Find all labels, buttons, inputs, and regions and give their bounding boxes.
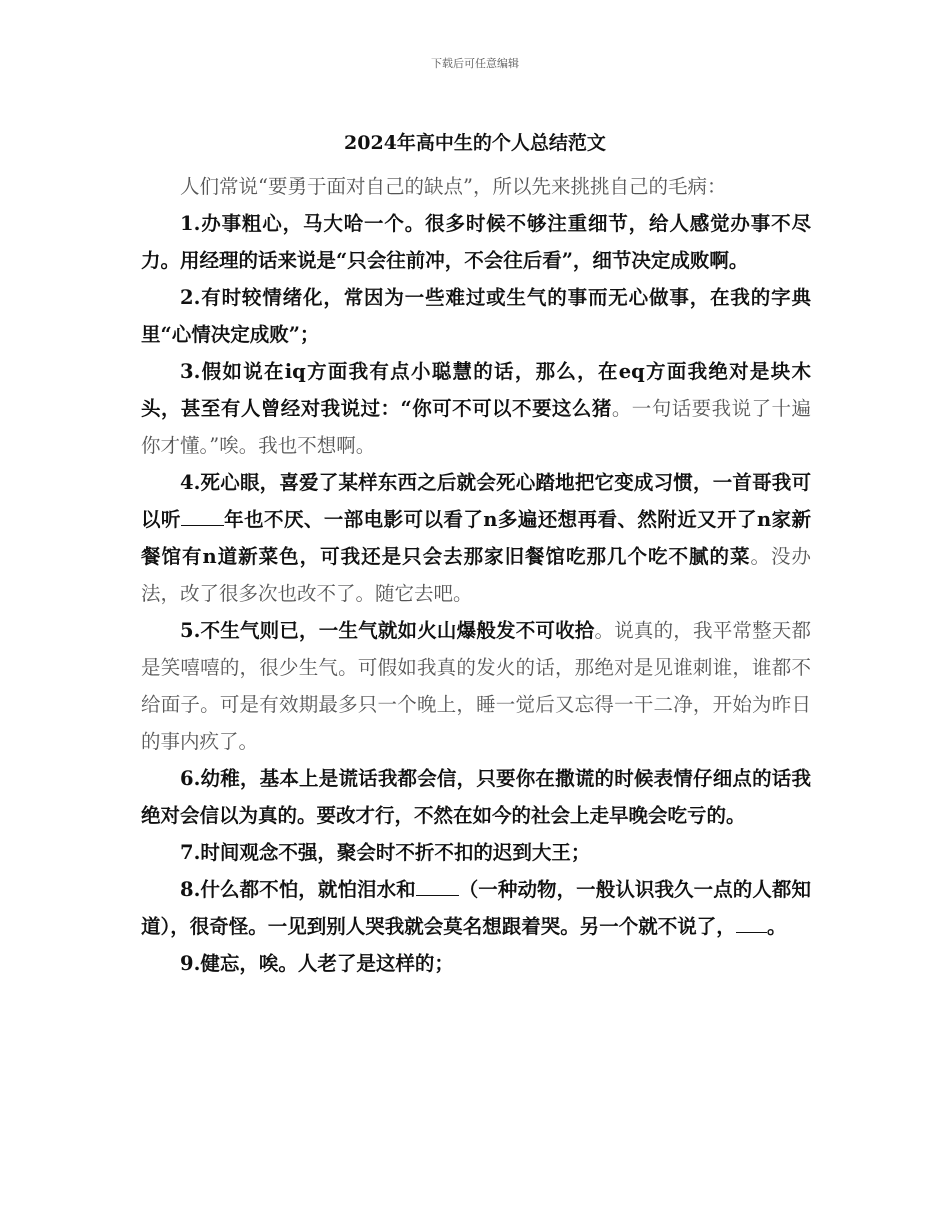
document-body [141, 168, 811, 982]
item-7 [141, 834, 811, 871]
item-4-bold-a: 4.死心眼，喜爱了某样东西之后就会死心踏地把它变成习惯，一首哥我可以听 [141, 471, 811, 531]
item-6 [141, 760, 811, 834]
item-1-bold: 1.办事粗心，马大哈一个。很多时候不够注重细节，给人感觉办事不尽力。用经理的话来说是“只会往前冲，不会往后看”，细节决定成败啊。 [141, 212, 811, 272]
item-1 [141, 205, 811, 279]
item-4-normal: 。没办法，改了很多次也改不了。随它去吧。 [141, 545, 811, 605]
item-6-bold: 6.幼稚，基本上是谎话我都会信，只要你在撒谎的时候表情仔细点的话我绝对会信以为真的。要改才行，不然在如今的社会上走早晚会吃亏的。 [141, 767, 811, 827]
item-2-bold: 2.有时较情绪化，常因为一些难过或生气的事而无心做事，在我的字典里“心情决定成败”； [141, 286, 811, 346]
item-8-bold-c: 。 [766, 915, 787, 938]
item-8-bold-a: 8.什么都不怕，就怕泪水和 [180, 878, 416, 901]
item-5-bold: 5.不生气则已，一生气就如火山爆般发不可收拾 [180, 619, 595, 642]
item-9-bold: 9.健忘，唉。人老了是这样的； [180, 952, 454, 975]
item-3-bold: 3.假如说在iq方面我有点小聪慧的话，那么，在eq方面我绝对是块木头，甚至有人曾经对我说过：“你可不可以不要这么猪 [141, 360, 811, 420]
item-4-bold-b: 年也不厌、一部电影可以看了n多遍还想再看、然附近又开了n家新餐馆有n道新菜色，可我还是只会去那家旧餐馆吃那几个吃不腻的菜 [141, 508, 811, 568]
item-4 [141, 464, 811, 612]
fill-blank [181, 507, 224, 526]
item-3 [141, 353, 811, 464]
item-3-normal: 。一句话要我说了十遍你才懂。”唉。我也不想啊。 [141, 397, 811, 457]
page-header: 下载后可任意编辑 [431, 57, 519, 70]
item-9 [141, 945, 811, 982]
item-2 [141, 279, 811, 353]
document-title: 2024年高中生的个人总结范文 [344, 132, 606, 154]
item-5-normal: 。说真的，我平常整天都是笑嘻嘻的，很少生气。可假如我真的发火的话，那绝对是见谁刺谁，谁都不给面子。可是有效期最多只一个晚上，睡一觉后又忘得一干二净，开始为昨日的事内疚了。 [141, 619, 811, 753]
item-8 [141, 871, 811, 945]
fill-blank [736, 914, 767, 933]
intro-paragraph: 人们常说“要勇于面对自己的缺点”，所以先来挑挑自己的毛病： [180, 175, 727, 198]
fill-blank [416, 877, 459, 896]
item-8-bold-b: （一种动物，一般认识我久一点的人都知道），很奇怪。一见到别人哭我就会莫名想跟着哭。另一个就不说了， [141, 878, 811, 938]
item-7-bold: 7.时间观念不强，聚会时不折不扣的迟到大王； [180, 841, 591, 864]
item-5 [141, 612, 811, 760]
